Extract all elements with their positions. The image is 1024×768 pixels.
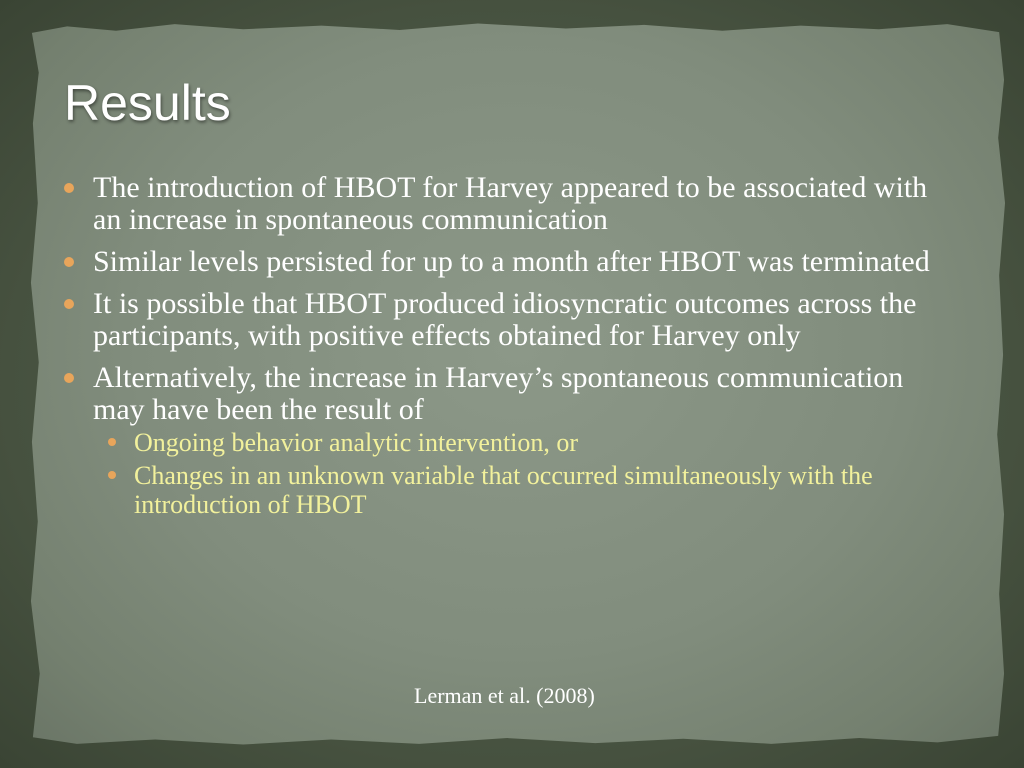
bullet-dot-icon [64,257,74,267]
bullet-item [62,362,962,519]
citation: Lerman et al. (2008) [414,683,595,708]
bullet-item [62,172,962,236]
bullet-text: The introduction of HBOT for Harvey appeared to be associated with an increase in spontaneous communication [93,171,928,236]
bullet-item [62,246,962,278]
sub-bullet-dot-icon [108,471,116,479]
bullet-list [62,172,962,519]
sub-bullet-text: Changes in an unknown variable that occurred simultaneously with the introduction of HBOT [134,461,873,519]
bullet-text: Alternatively, the increase in Harvey’s spontaneous communication may have been the result of [93,361,904,426]
sub-bullet-item [93,428,962,457]
bullet-text: Similar levels persisted for up to a month after HBOT was terminated [93,245,930,278]
sub-bullet-item [93,461,962,519]
slide-title: Results [64,75,231,131]
sub-bullet-list [93,428,962,519]
sub-bullet-text: Ongoing behavior analytic intervention, or [134,428,579,457]
bullet-item [62,288,962,352]
bullet-text: It is possible that HBOT produced idiosyncratic outcomes across the participants, with positive effects obtained for Harvey only [93,287,917,352]
bullet-dot-icon [64,299,74,309]
sub-bullet-dot-icon [108,438,116,446]
bullet-dot-icon [64,183,74,193]
slide-content [62,172,962,525]
bullet-dot-icon [64,373,74,383]
